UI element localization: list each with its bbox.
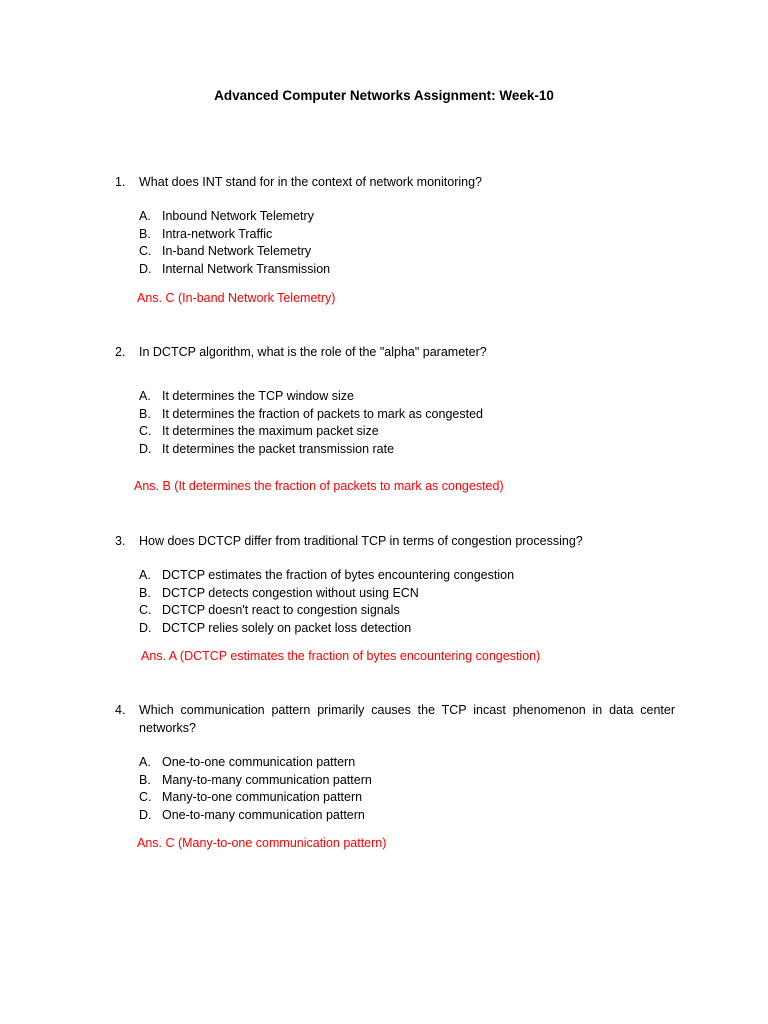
question-number: 4.	[115, 703, 126, 717]
option-b	[139, 585, 675, 603]
option-letter: D.	[139, 262, 152, 277]
option-text: Many-to-one communication pattern	[162, 790, 363, 805]
option-text: Internal Network Transmission	[162, 262, 331, 277]
option-a	[139, 388, 675, 406]
option-c	[139, 602, 675, 620]
question-4	[115, 701, 675, 825]
option-letter: C.	[139, 424, 152, 439]
question-2	[115, 343, 675, 459]
answer-1: Ans. C (In-band Network Telemetry)	[137, 291, 336, 305]
options-list	[115, 208, 675, 279]
option-text: It determines the TCP window size	[162, 389, 354, 403]
option-text: DCTCP relies solely on packet loss detection	[162, 621, 412, 636]
option-letter: A.	[139, 568, 151, 582]
option-letter: B.	[139, 226, 151, 241]
option-c	[139, 423, 675, 441]
option-c	[139, 243, 675, 261]
option-text: Inbound Network Telemetry	[162, 209, 314, 223]
option-c	[139, 789, 675, 807]
option-letter: B.	[139, 406, 151, 421]
question-1	[115, 173, 675, 279]
option-d	[139, 441, 675, 459]
question-number: 1.	[115, 175, 126, 189]
option-b	[139, 226, 675, 244]
question-3	[115, 532, 675, 638]
option-letter: A.	[139, 389, 151, 403]
option-d	[139, 261, 675, 279]
option-letter: A.	[139, 755, 151, 769]
option-text: It determines the fraction of packets to mark as congested	[162, 406, 483, 421]
question-number: 2.	[115, 345, 126, 359]
option-text: One-to-many communication pattern	[162, 808, 365, 823]
option-text: DCTCP detects congestion without using ECN	[162, 585, 419, 600]
question-text: What does INT stand for in the context of network monitoring?	[139, 175, 482, 189]
option-letter: B.	[139, 772, 151, 787]
option-a	[139, 567, 675, 585]
option-a	[139, 754, 675, 772]
document-title: Advanced Computer Networks Assignment: Week-10	[214, 88, 554, 103]
question-text: In DCTCP algorithm, what is the role of the "alpha" parameter?	[139, 345, 487, 359]
option-letter: C.	[139, 244, 152, 259]
option-text: It determines the packet transmission rate	[162, 442, 395, 457]
option-letter: A.	[139, 209, 151, 223]
option-text: Intra-network Traffic	[162, 226, 273, 241]
option-letter: D.	[139, 442, 152, 457]
option-b	[139, 772, 675, 790]
answer-2: Ans. B (It determines the fraction of packets to mark as congested)	[134, 479, 504, 493]
option-text: DCTCP doesn't react to congestion signals	[162, 603, 400, 618]
question-number: 3.	[115, 534, 126, 548]
option-text: In-band Network Telemetry	[162, 244, 312, 259]
options-list	[115, 754, 675, 825]
option-text: It determines the maximum packet size	[162, 424, 379, 439]
answer-3: Ans. A (DCTCP estimates the fraction of bytes encountering congestion)	[141, 649, 541, 663]
option-a	[139, 208, 675, 226]
question-text: How does DCTCP differ from traditional TCP in terms of congestion processing?	[139, 534, 583, 548]
option-b	[139, 406, 675, 424]
option-letter: B.	[139, 585, 151, 600]
option-text: One-to-one communication pattern	[162, 755, 356, 769]
options-list	[115, 388, 675, 459]
options-list	[115, 567, 675, 638]
option-letter: C.	[139, 790, 152, 805]
option-text: Many-to-many communication pattern	[162, 772, 372, 787]
option-letter: D.	[139, 808, 152, 823]
option-letter: C.	[139, 603, 152, 618]
option-letter: D.	[139, 621, 152, 636]
option-d	[139, 620, 675, 638]
answer-4: Ans. C (Many-to-one communication pattern)	[137, 836, 387, 850]
question-text: Which communication pattern primarily causes the TCP incast phenomenon in data center networks?	[139, 703, 675, 735]
option-d	[139, 807, 675, 825]
option-text: DCTCP estimates the fraction of bytes encountering congestion	[162, 568, 515, 582]
